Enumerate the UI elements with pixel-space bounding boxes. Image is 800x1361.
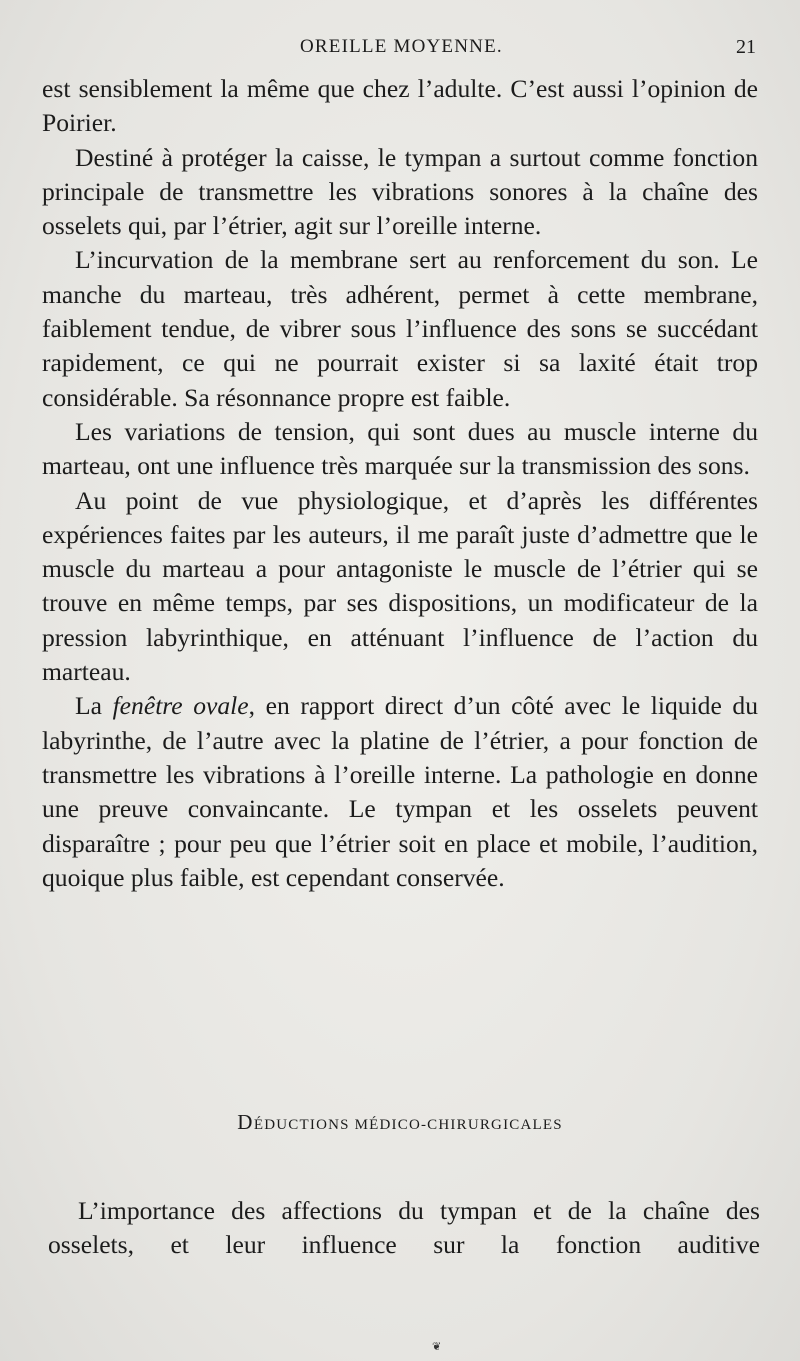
printer-ornament-icon: ❦ bbox=[432, 1341, 442, 1353]
paragraph-text: Destiné à protéger la caisse, le tympan a surtout comme fonction principale de transmettre les vibrations sonores à la chaîne des osselets qui, par l’étrier, agit sur l’oreille interne. bbox=[42, 142, 758, 241]
paragraph-text: La bbox=[75, 691, 113, 721]
closing-paragraph: L’importance des affections du tympan et de la chaîne des osselets, et leur influence sur la fonction auditive bbox=[48, 1195, 760, 1259]
paragraph-continuation bbox=[42, 72, 758, 141]
heading-initial: D bbox=[237, 1110, 254, 1134]
paragraph bbox=[42, 415, 758, 484]
paragraph-text: Au point de vue physiologique, et d’après les différentes expériences faites par les auteurs, il me paraît juste d’admettre que le muscle du marteau a pour antagoniste le muscle de l’étrier qui se trouve en même temps, par ses dispositions, un modificateur de la pression labyrinthique, en atténuant l’influence de l’action du marteau. bbox=[42, 485, 758, 687]
paragraph-text: Les variations de tension, qui sont dues au muscle interne du marteau, ont une influence très marquée sur la transmission des sons. bbox=[42, 416, 758, 481]
body-text bbox=[42, 72, 758, 895]
page-number: 21 bbox=[736, 36, 756, 58]
paragraph-text: , en rapport direct d’un côté avec le liquide du labyrinthe, de l’autre avec la platine de l’étrier, a pour fonction de transmettre les vibrations à l’oreille interne. La pathologie en donne une preuve convaincante. Le tympan et les osselets peuvent disparaître ; pour peu que l’étrier soit en place et mobile, l’audition, quoique plus faible, est cependant conservée. bbox=[42, 691, 758, 892]
running-title: OREILLE MOYENNE. bbox=[300, 36, 503, 57]
heading-rest: ÉDUCTIONS MÉDICO-CHIRURGICALES bbox=[253, 1117, 563, 1133]
paragraph bbox=[42, 689, 758, 895]
paragraph bbox=[42, 243, 758, 414]
paragraph-text: est sensiblement la même que chez l’adulte. C’est aussi l’opinion de Poirier. bbox=[42, 74, 758, 138]
italic-term: fenêtre ovale bbox=[112, 691, 249, 721]
running-head bbox=[0, 36, 800, 62]
paragraph-text: L’incurvation de la membrane sert au renforcement du son. Le manche du marteau, très adhérent, permet à cette membrane, faiblement tendue, de vibrer sous l’influence des sons se succédant rapidement, ce qui ne pourrait exister si sa laxité était trop considérable. Sa résonnance propre est faible. bbox=[42, 245, 758, 412]
paragraph bbox=[42, 141, 758, 244]
section-heading bbox=[0, 1110, 800, 1135]
paragraph bbox=[42, 484, 758, 690]
